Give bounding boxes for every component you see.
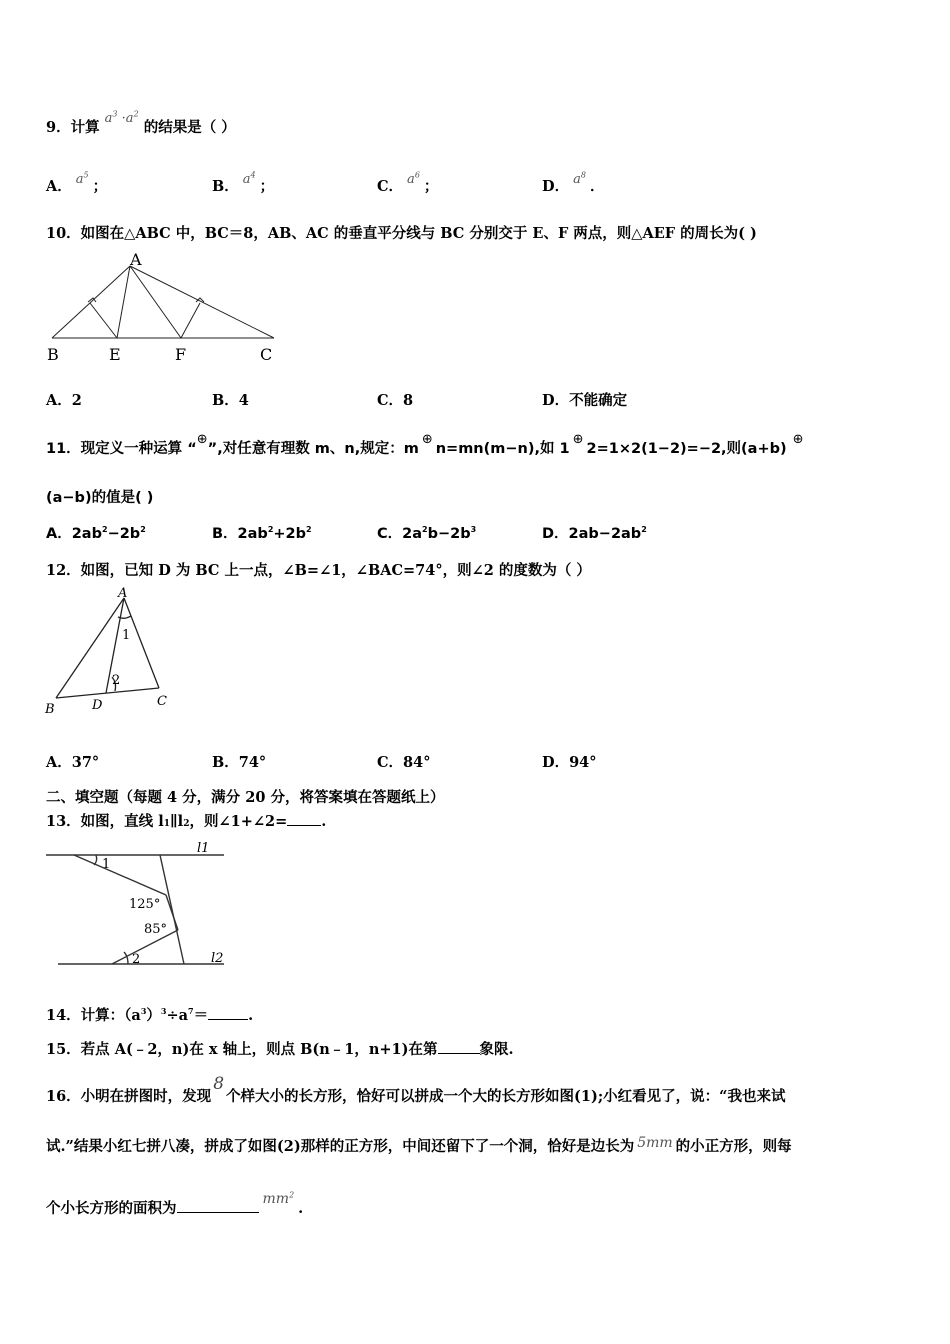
section-2-title: 二、填空题（每题 4 分，满分 20 分，将答案填在答题纸上）: [46, 789, 445, 806]
q16-answer-blank: [177, 1212, 259, 1213]
oplus-symbol: ⊕: [572, 432, 584, 447]
q9-number: 9．计算: [46, 119, 100, 136]
q12-option-c: C．84°: [377, 754, 431, 771]
q9-tail: 的结果是（ ）: [143, 119, 236, 136]
q13-zigzag-1: [74, 855, 166, 895]
q12-label-angle-2: 2: [112, 673, 121, 688]
q10-label-a: A: [130, 252, 142, 269]
q16-unit-5mm: 5mm: [637, 1135, 673, 1151]
q12-triangle-figure: [42, 585, 177, 717]
q14-answer-blank: [208, 1019, 248, 1020]
question-10: 10．如图在△ABC 中，BC＝8，AB、AC 的垂直平分线与 BC 分别交于 E、F 两点，则△AEF 的周长为( ): [46, 225, 757, 242]
q12-option-d: D．94°: [542, 754, 597, 771]
question-9: [46, 109, 236, 137]
q12-label-b: B: [45, 702, 55, 717]
q9-expression: $a^3 \cdot a^2$: [104, 109, 139, 126]
q12-label-c: C: [157, 694, 167, 709]
q11-option-b: B．$2ab^2+2b^2$: [212, 525, 312, 542]
question-16-line-1: 16．小明在拼图时，发现8个样大小的长方形，恰好可以拼成一个大的长方形如图(1);小红看见了，说：“我也来试: [46, 1074, 786, 1105]
q10-triangle-figure: [44, 252, 284, 364]
q10-perp-bisector-ab: [90, 303, 117, 338]
q9-option-c: C． $a^6$；: [377, 170, 439, 195]
q11-option-c: C．$2a^2b-2b^3$: [377, 525, 477, 542]
q13-transversal: [160, 855, 184, 964]
question-13: 13．如图，直线 l1∥l2，则∠1+∠2= .: [46, 813, 327, 830]
q13-label-85: 85°: [144, 922, 168, 937]
question-14: 14．计算：$(a^3)^3\div a^7=$ .: [46, 1006, 254, 1024]
question-12: 12．如图，已知 D 为 BC 上一点，∠B=∠1，∠BAC=74°，则∠2 的度数为（ ）: [46, 562, 591, 579]
q10-side-ac: [130, 266, 274, 338]
q10-segment-af: [130, 266, 181, 338]
question-11-line-2: (a−b)的值是( ): [46, 490, 154, 506]
q12-side-ac: [124, 598, 159, 688]
q9-option-b: B． $a^4$；: [212, 170, 275, 195]
q16-number-8: 8: [213, 1074, 225, 1094]
question-11: 11．现定义一种运算 “⊕”,对任意有理数 m、n,规定：m⊕n=mn(m−n),如 1⊕2=1×2(1−2)=−2,则(a+b)⊕: [46, 432, 804, 457]
q13-answer-blank: [287, 825, 321, 826]
q12-side-bc: [56, 688, 159, 698]
q11-option-a: A．$2ab^2-2b^2$: [46, 525, 146, 542]
oplus-symbol: ⊕: [421, 432, 433, 447]
q13-parallel-lines-figure: [44, 838, 230, 970]
q10-label-e: E: [109, 345, 121, 364]
oplus-symbol: ⊕: [792, 432, 804, 447]
q10-option-a: A．2: [46, 392, 82, 409]
q10-option-d: D．不能确定: [542, 392, 628, 409]
q12-option-a: A．37°: [46, 754, 100, 771]
q9-option-d: D． $a^8$．: [542, 170, 605, 195]
q15-answer-blank: [438, 1053, 480, 1054]
q13-angle-1-arc: [94, 855, 97, 865]
q12-label-d: D: [92, 698, 103, 713]
q13-label-125: 125°: [129, 897, 161, 912]
question-16-line-2: 试.”结果小红七拼八凑，拼成了如图(2)那样的正方形，中间还留下了一个洞，恰好是边长为 5mm 的小正方形，则每: [46, 1135, 792, 1155]
q16-area-unit: $mm^2$: [262, 1190, 295, 1207]
q13-label-l2: l2: [211, 951, 224, 966]
q12-label-angle-1: 1: [122, 628, 131, 643]
q13-label-angle-1: 1: [102, 857, 111, 872]
q10-option-c: C．8: [377, 392, 414, 409]
question-15: 15．若点 A(﹣2，n)在 x 轴上，则点 B(n﹣1，n+1)在第 象限.: [46, 1041, 514, 1058]
q13-label-angle-2: 2: [132, 952, 141, 967]
q9-option-a: A． $a^5$；: [46, 170, 108, 195]
q10-side-ab: [52, 266, 130, 338]
oplus-symbol: ⊕: [196, 432, 208, 447]
q11-option-d: D．$2ab-2ab^2$: [542, 525, 647, 542]
q10-option-b: B．4: [212, 392, 249, 409]
question-16-line-3: 个小长方形的面积为$mm^2$.: [46, 1190, 304, 1217]
q12-label-a: A: [118, 586, 128, 601]
q10-perp-bisector-ac: [181, 303, 200, 338]
q10-label-f: F: [175, 345, 187, 364]
q13-label-l1: l1: [197, 841, 210, 856]
q12-option-b: B．74°: [212, 754, 267, 771]
q10-label-b: B: [47, 345, 59, 364]
q10-label-c: C: [260, 345, 273, 364]
